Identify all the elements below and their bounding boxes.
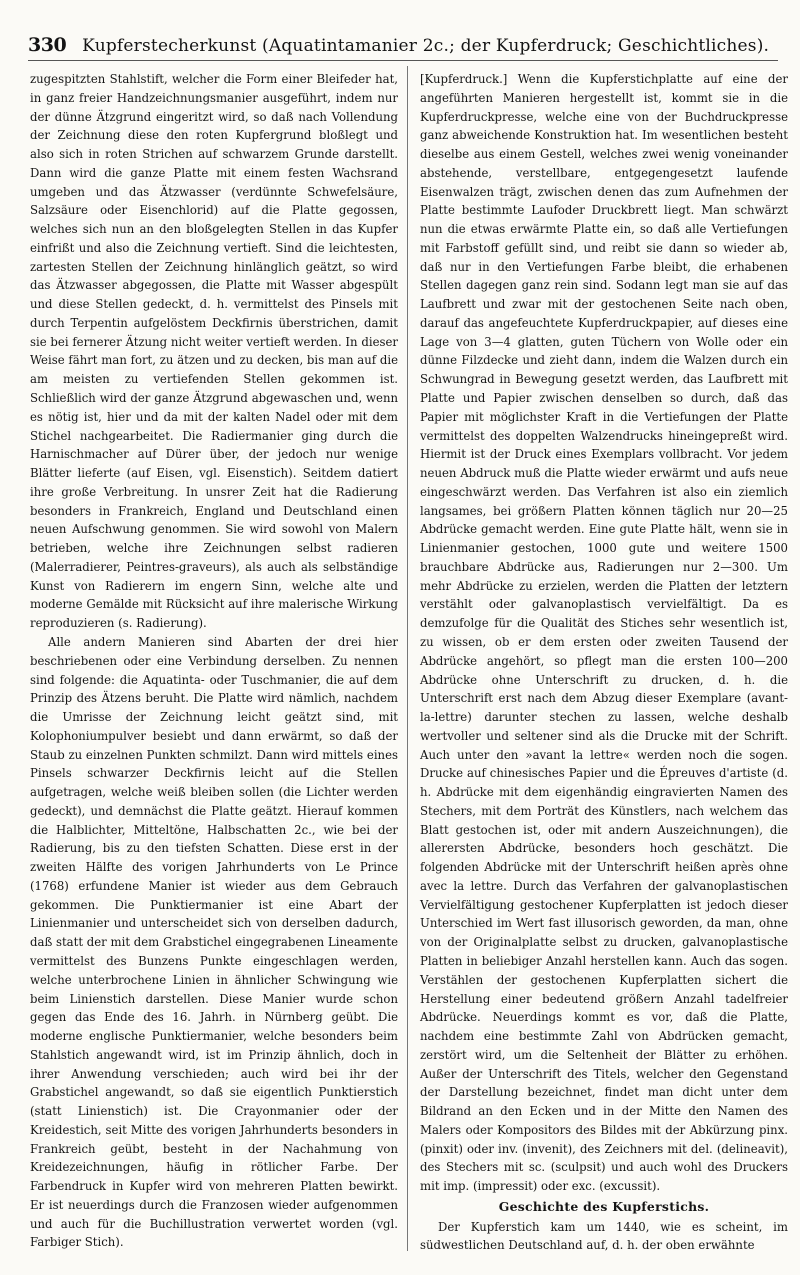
paragraph: [Kupferdruck.] Wenn die Kupferstichplatte auf eine der angeführten Manieren hergestellt ist, kommt sie in die Kupferdruckpresse, welche eine von der Buchdruckpresse ganz abweichende Konstruktion hat. Im wesentlichen besteht dieselbe aus einem Gestell, welches zwei wenig voneinander abstehende, verstellbare, entgegengesetzt laufende Eisenwalzen trägt, zwischen denen das zum Aufnehmen der Platte bestimmte Laufoder Druckbrett liegt. Man schwärzt nun die etwas erwärmte Platte ein, so daß alle Vertiefungen mit Farbstoff gefüllt sind, und reibt sie dann so wieder ab, daß nur in den Vertiefungen Farbe bleibt, die erhabenen Stellen dagegen ganz rein sind. Sodann legt man sie auf das Laufbrett und zwar mit der gestochenen Seite nach oben, darauf das angefeuchtete Kupferdruckpapier, auf dieses eine Lage von 3—4 glatten, guten Tüchern von Wolle oder ein dünne Filzdecke und zieht dann, indem die Walzen durch ein Schwungrad in Bewegung gesetzt werden, das Laufbrett mit Platte und Papier zwischen denselben so durch, daß das Papier mit möglichster Kraft in die Vertiefungen der Platte vermittelst des doppelten Walzendrucks hineingepreßt wird. Hiermit ist der Druck eines Exemplars vollbracht. Vor jedem neuen Abdruck muß die Platte wieder erwärmt und aufs neue eingeschwärzt werden. Das Verfahren ist also ein ziemlich langsames, bei größern Platten können täglich nur 20—25 Abdrücke gemacht werden. Eine gute Platte hält, wenn sie in Linienmanier gestochen, 1000 gute und weitere 1500 brauchbare Abdrücke aus, Radierungen nur 2—300. Um mehr Abdrücke zu erzielen, werden die Platten der letztern verstählt oder galvanoplastisch vervielfältigt. Da es demzufolge für die Qualität des Stiches sehr wesentlich ist, zu wissen, ob er dem ersten oder zweiten Tausend der Abdrücke angehört, so pflegt man die ersten 100—200 Abdrücke ohne Unterschrift zu drucken, d. h. die Unterschrift erst nach dem Abzug dieser Exemplare (avant-la-lettre) darunter stechen zu lassen, welche deshalb wertvoller und seltener sind als die Drucke mit der Schrift. Auch unter den »avant la lettre« werden noch die sogen. Drucke auf chinesisches Papier und die Épreuves d'artiste (d. h. Abdrücke mit dem eigenhändig eingravierten Namen des Stechers, mit dem Porträt des Künstlers, nach welchem das Blatt gestochen ist, oder mit andern Auszeichnungen), die allerersten Abdrücke, besonders hoch geschätzt. Die folgenden Abdrücke mit der Unterschrift heißen après ohne avec la lettre. Durch das Verfahren der galvanoplastischen Vervielfältigung gestochener Kupferplatten ist jedoch dieser Unterschied im Wert fast illusorisch geworden, da man, ohne von der Originalplatte selbst zu drucken, galvanoplastische Platten in beliebiger Anzahl herstellen kann. Auch das sogen. Verstählen der gestochenen Kupferplatten sichert die Herstellung einer bedeutend größern Anzahl tadelfreier Abdrücke. Neuerdings kommt es vor, daß die Platte, nachdem eine bestimmte Zahl von Abdrücken gemacht, zerstört wird, um die Seltenheit der Blätter zu erhöhen. Außer der Unterschrift des Titels, welcher den Gegenstand der Darstellung bezeichnet, findet man dicht unter dem Bildrand an den Ecken und in der Mitte den Namen des Malers oder Kompositors des Bildes mit der Abkürzung pinx. (pinxit) oder inv. (invenit), des Zeichners mit del. (delineavit), des Stechers mit sc. (sculpsit) und auch wohl des Druckers mit imp. (impressit) oder exc. (excussit). [420,72,788,1194]
page-header [28,34,778,61]
page-number: 330 [28,34,67,56]
paragraph: zugespitzten Stahlstift, welcher die Form einer Bleifeder hat, in ganz freier Handzeichnungsmanier ausgeführt, indem nur der dünne Ätzgrund eingeritzt wird, so daß nach Vollendung der Zeichnung diese den roten Kupfergrund bloßlegt und also sich in roten Strichen auf schwarzem Grunde darstellt. Dann wird die ganze Platte mit einem festen Wachsrand umgeben und das Ätzwasser (verdünnte Schwefelsäure, Salzsäure oder Eisenchlorid) auf die Platte gegossen, welches sich nun an den bloßgelegten Stellen in das Kupfer einfrißt und also die Zeichnung vertieft. Sind die leichtesten, zartesten Stellen der Zeichnung hinlänglich geätzt, so wird das Ätzwasser abgegossen, die Platte mit Wasser abgespült und diese Stellen gedeckt, d. h. vermittelst des Pinsels mit durch Terpentin aufgelöstem Deckfirnis überstrichen, damit sie bei fernerer Ätzung nicht weiter vertieft werden. In dieser Weise fährt man fort, zu ätzen und zu decken, bis man auf die am meisten zu vertiefenden Stellen gekommen ist. Schließlich wird der ganze Ätzgrund abgewaschen und, wenn es nötig ist, hier und da mit der kalten Nadel oder mit dem Stichel nachgearbeitet. Die Radiermanier ging durch die Harnischmacher auf Dürer über, der jedoch nur wenige Blätter lieferte (auf Eisen, vgl. Eisenstich). Seitdem datiert ihre große Verbreitung. In unsrer Zeit hat die Radierung besonders in Frankreich, England und Deutschland einen neuen Aufschwung genommen. Sie wird sowohl von Malern betrieben, welche ihre Zeichnungen selbst radieren (Malerradierer, Peintres-graveurs), als auch als selbständige Kunst von Radierern im engern Sinn, welche alte und moderne Gemälde mit Rücksicht auf ihre malerische Wirkung reproduzieren (s. Radierung). [30,72,398,631]
column-divider [407,66,408,1251]
paragraph: Der Kupferstich kam um 1440, wie es scheint, im südwestlichen Deutschland auf, d. h. der oben erwähnte [420,1219,788,1253]
right-column [420,70,788,1255]
left-column [30,70,398,1252]
section-heading: Geschichte des Kupferstichs. [498,1198,710,1214]
paragraph: Alle andern Manieren sind Abarten der drei hier beschriebenen oder eine Verbindung derselben. Zu nennen sind folgende: die Aquatinta- oder Tuschmanier, die auf dem Prinzip des Ätzens beruht. Die Platte wird nämlich, nachdem die Umrisse der Zeichnung leicht geätzt sind, mit Kolophoniumpulver besiebt und dann erwärmt, so daß der Staub zu einzelnen Punkten schmilzt. Dann wird mittels eines Pinsels schwarzer Deckfirnis leicht auf die Stellen aufgetragen, welche weiß bleiben sollen (die Lichter werden gedeckt), und demnächst die Platte geätzt. Hierauf kommen die Halblichter, Mitteltöne, Halbschatten 2c., wie bei der Radierung, bis zu den tiefsten Schatten. Diese erst in der zweiten Hälfte des vorigen Jahrhunderts von Le Prince (1768) erfundene Manier ist wieder aus dem Gebrauch gekommen. Die Punktiermanier ist eine Abart der Linienmanier und unterscheidet sich von derselben dadurch, daß statt der mit dem Grabstichel eingegrabenen Lineamente vermittelst des Bunzens Punkte eingeschlagen werden, welche unterbrochene Linien in ähnlicher Schwingung wie beim Linienstich darstellen. Diese Manier wurde schon gegen das Ende des 16. Jahrh. in Nürnberg geübt. Die moderne englische Punktiermanier, welche besonders beim Stahlstich angewandt wird, ist im Prinzip ähnlich, doch in ihrer Anwendung verschieden; auch wird bei ihr der Grabstichel angewandt, so daß sie eigentlich Punktierstich (statt Linienstich) ist. Die Crayonmanier oder der Kreidestich, seit Mitte des vorigen Jahrhunderts besonders in Frankreich geübt, besteht in der Nachahmung von Kreidezeichnungen, häufig in rötlicher Farbe. Der Farbendruck in Kupfer wird von mehreren Platten bewirkt. Er ist neuerdings durch die Franzosen wieder aufgenommen und auch für die Buchillustration verwertet worden (vgl. Farbiger Stich). [30,634,398,1250]
running-head: Kupferstecherkunst (Aquatintamanier 2c.; der Kupferdruck; Geschichtliches). [82,36,770,56]
